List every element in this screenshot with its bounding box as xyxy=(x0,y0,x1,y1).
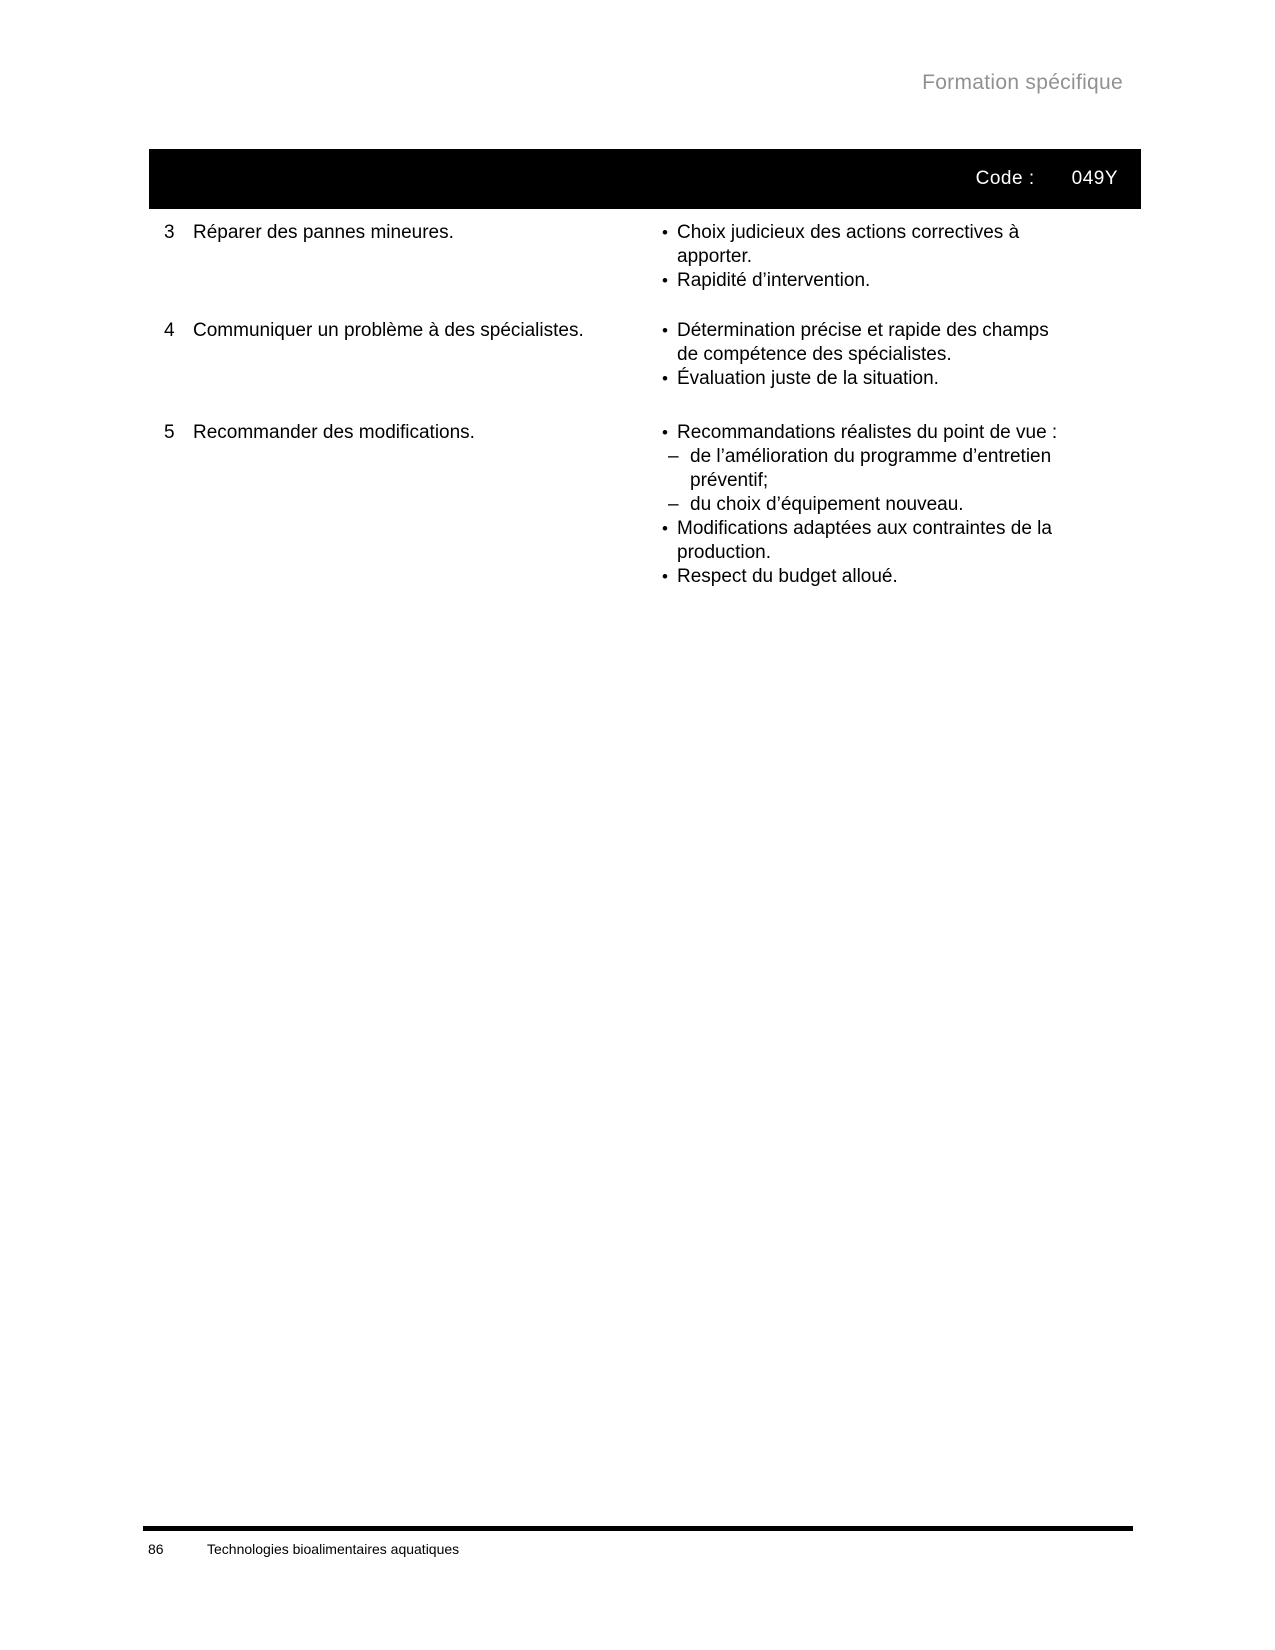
criterion-sub-item xyxy=(662,493,1062,517)
objective-cell xyxy=(149,319,662,343)
bullet-icon: • xyxy=(662,519,668,538)
criterion-text: Évaluation juste de la situation. xyxy=(677,368,939,389)
criterion-sub-text: de l’amélioration du programme d’entretien préventif; xyxy=(690,446,1052,491)
dash-icon: – xyxy=(668,446,679,467)
criteria-cell xyxy=(662,319,1062,391)
criterion-sub-item xyxy=(662,445,1062,493)
criterion-item xyxy=(662,565,1062,589)
objective-text: Réparer des pannes mineures. xyxy=(193,222,454,243)
criteria-cell xyxy=(662,421,1062,589)
criterion-text: Détermination précise et rapide des champs de compétence des spécialistes. xyxy=(677,320,1049,365)
objective-text: Communiquer un problème à des spécialistes. xyxy=(193,320,584,341)
criterion-sub-text: du choix d’équipement nouveau. xyxy=(690,494,964,515)
criterion-item xyxy=(662,319,1062,367)
table-row xyxy=(149,319,1141,391)
criterion-text: Recommandations réalistes du point de vue : xyxy=(677,422,1058,443)
criterion-text: Modifications adaptées aux contraintes de la production. xyxy=(677,518,1052,563)
bullet-icon: • xyxy=(662,321,668,340)
objective-text: Recommander des modifications. xyxy=(193,422,475,443)
objective-cell xyxy=(149,221,662,245)
criterion-item xyxy=(662,221,1062,269)
objective-cell xyxy=(149,421,662,445)
footer-page-number: 86 xyxy=(148,1541,164,1557)
code-bar xyxy=(149,149,1141,209)
criterion-item xyxy=(662,269,1062,293)
criteria-cell xyxy=(662,221,1062,293)
footer-rule xyxy=(143,1526,1133,1531)
bullet-icon: • xyxy=(662,567,668,586)
criterion-text: Rapidité d’intervention. xyxy=(677,270,871,291)
bullet-icon: • xyxy=(662,223,668,242)
footer-document-title: Technologies bioalimentaires aquatiques xyxy=(207,1541,460,1557)
objective-number: 5 xyxy=(164,422,175,443)
criterion-text: Respect du budget alloué. xyxy=(677,566,898,587)
section-header-label: Formation spécifique xyxy=(922,71,1123,94)
dash-icon: – xyxy=(668,494,679,515)
bullet-icon: • xyxy=(662,423,668,442)
objective-number: 4 xyxy=(164,320,175,341)
table-row xyxy=(149,421,1141,589)
criterion-item xyxy=(662,517,1062,565)
code-label: Code : xyxy=(975,168,1035,189)
code-value: 049Y xyxy=(1071,168,1118,189)
criterion-item xyxy=(662,421,1062,445)
criterion-item xyxy=(662,367,1062,391)
bullet-icon: • xyxy=(662,369,668,388)
bullet-icon: • xyxy=(662,271,668,290)
objective-number: 3 xyxy=(164,222,175,243)
criterion-text: Choix judicieux des actions correctives à apporter. xyxy=(677,222,1020,267)
table-row xyxy=(149,221,1141,293)
